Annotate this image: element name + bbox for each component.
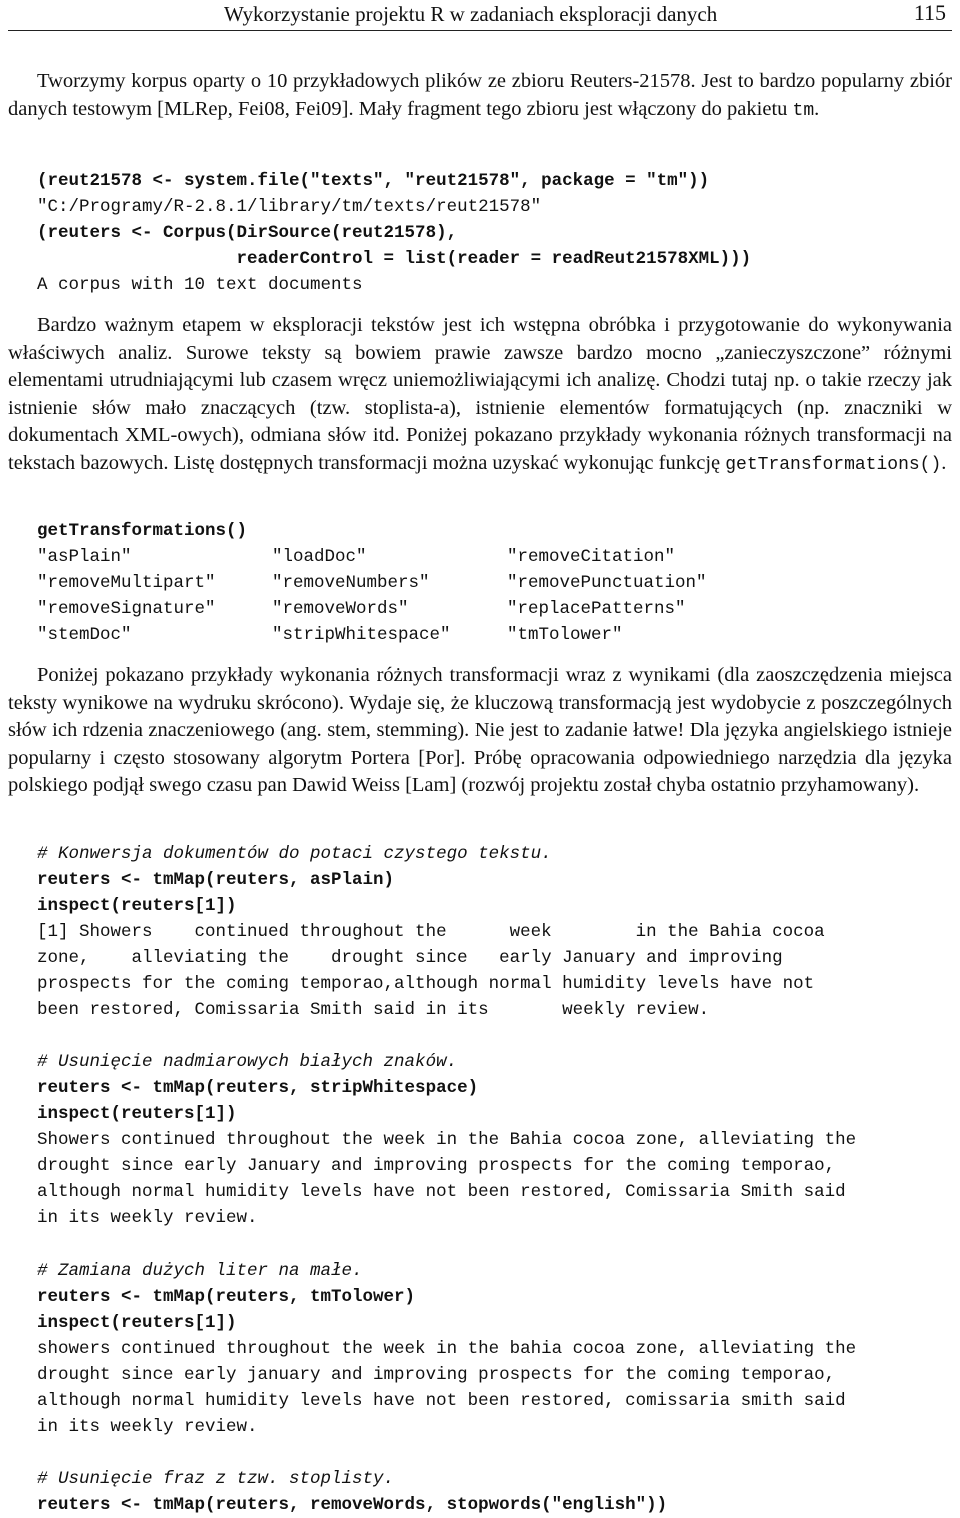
table-cell: "removeCitation" [507, 547, 676, 567]
code-comment: # Zamiana dużych liter na małe. [37, 1261, 363, 1281]
table-cell: "asPlain" [37, 547, 132, 567]
code-block-tolower [37, 1258, 952, 1440]
paragraph-stemming [8, 662, 952, 800]
table-row [37, 596, 742, 622]
table-cell: "removePunctuation" [507, 573, 707, 593]
inline-code-tm: tm [792, 100, 815, 121]
table-row [37, 544, 742, 570]
code-output: showers continued throughout the week in the bahia cocoa zone, alleviating the drought since early january and improving prospects for the coming temporao, although normal humidity levels have not been restored, comissaria smith said in its weekly review. [37, 1339, 857, 1437]
paragraph-intro [8, 68, 952, 125]
code-comment: # Usunięcie nadmiarowych białych znaków. [37, 1052, 458, 1072]
table-row [37, 622, 742, 648]
code-output: A corpus with 10 text documents [37, 275, 363, 295]
code-output: "C:/Programy/R-2.8.1/library/tm/texts/reut21578" [37, 197, 542, 217]
code-line: reuters <- tmMap(reuters, removeWords, stopwords("english")) [37, 1495, 668, 1515]
table-row [37, 570, 742, 596]
code-line: reuters <- tmMap(reuters, tmTolower) [37, 1287, 416, 1307]
code-block-corpus [37, 168, 952, 298]
code-line: (reut21578 <- system.file("texts", "reut21578", package = "tm")) [37, 171, 710, 191]
paragraph-intro-text: Tworzymy korpus oparty o 10 przykładowych plików ze zbioru Reuters-21578. Jest to bardzo popularny zbiór danych testowym [MLRep, Fei08, Fei09]. Mały fragment tego zbioru jest włączony do pakietu [8, 70, 952, 120]
table-cell: "removeNumbers" [272, 573, 430, 593]
code-line: reuters <- tmMap(reuters, stripWhitespace) [37, 1078, 479, 1098]
paragraph-preprocessing-text: Bardzo ważnym etapem w eksploracji tekstów jest ich wstępna obróbka i przygotowanie do wykonywania właściwych analiz. Surowe teksty są bowiem prawie zawsze bardzo mocno „zanieczyszczone” różnymi elementami utrudniającymi lub czasem wręcz uniemożliwiającymi ich analizę. Chodzi tutaj np. o takie rzeczy jak istnienie słów mało znaczących (tzw. stoplista-a), istnienie elementów formatujących (np. znaczniki w dokumentach XML-owych), odmiana słów itd. Poniżej pokazano przykłady wykonania różnych transformacji na tekstach bazowych. Listę dostępnych transformacji można uzyskać wykonując funkcję [8, 314, 952, 474]
page-number: 115 [913, 0, 946, 25]
table-cell: "stripWhitespace" [272, 625, 451, 645]
table-cell: "tmTolower" [507, 625, 623, 645]
code-line: reuters <- tmMap(reuters, asPlain) [37, 870, 395, 890]
table-cell: "removeSignature" [37, 599, 216, 619]
transformations-list [37, 518, 742, 648]
running-header [8, 0, 952, 31]
code-line: inspect(reuters[1]) [37, 1104, 237, 1124]
code-block-stopwords [37, 1466, 952, 1518]
code-output: [1] Showers continued throughout the week in the Bahia cocoa zone, alleviating the drought since early January and improving prospects for the coming temporao,although normal humidity levels have not been restored, Comissaria Smith said in its weekly review. [37, 922, 825, 1020]
code-block-stripwhitespace [37, 1049, 952, 1231]
header-title: Wykorzystanie projektu R w zadaniach eksploracji danych [224, 2, 718, 26]
table-cell: "stemDoc" [37, 625, 132, 645]
code-line: inspect(reuters[1]) [37, 896, 237, 916]
table-cell: "removeMultipart" [37, 573, 216, 593]
table-cell: "replacePatterns" [507, 599, 686, 619]
table-cell: "loadDoc" [272, 547, 367, 567]
code-line: (reuters <- Corpus(DirSource(reut21578), [37, 223, 458, 243]
code-output: Showers continued throughout the week in the Bahia cocoa zone, alleviating the drought since early January and improving prospects for the coming temporao, although normal humidity levels have not been restored, Comissaria Smith said in its weekly review. [37, 1130, 857, 1228]
paragraph-intro-end: . [814, 97, 820, 120]
inline-code-gettransformations: getTransformations() [725, 454, 942, 475]
paragraph-stemming-text: Poniżej pokazano przykłady wykonania różnych transformacji wraz z wynikami (dla zaoszczędzenia miejsca teksty wynikowe na wydruku skrócono). Wydaje się, że kluczową transformacją jest wydobycie z poszczególnych słów ich rdzenia znaczeniowego (ang. stem, stemming). Nie jest to zadanie łatwe! Dla języka angielskiego istnieje popularny i często stosowany algorytm Portera [Por]. Próbę opracowania odpowiedniego narzędzia dla języka polskiego podjął swego czasu pan Dawid Weiss [Lam] (rozwój projektu został chyba ostatnio przyhamowany). [8, 664, 952, 796]
paragraph-preprocessing-end: . [941, 451, 947, 474]
code-comment: # Usunięcie fraz z tzw. stoplisty. [37, 1469, 395, 1489]
table-cell: "removeWords" [272, 599, 409, 619]
paragraph-preprocessing [8, 312, 952, 479]
code-comment: # Konwersja dokumentów do potaci czystego tekstu. [37, 844, 552, 864]
code-line: readerControl = list(reader = readReut21578XML))) [37, 249, 752, 269]
code-block-asplain [37, 841, 952, 1023]
code-line: inspect(reuters[1]) [37, 1313, 237, 1333]
code-line: getTransformations() [37, 521, 248, 541]
